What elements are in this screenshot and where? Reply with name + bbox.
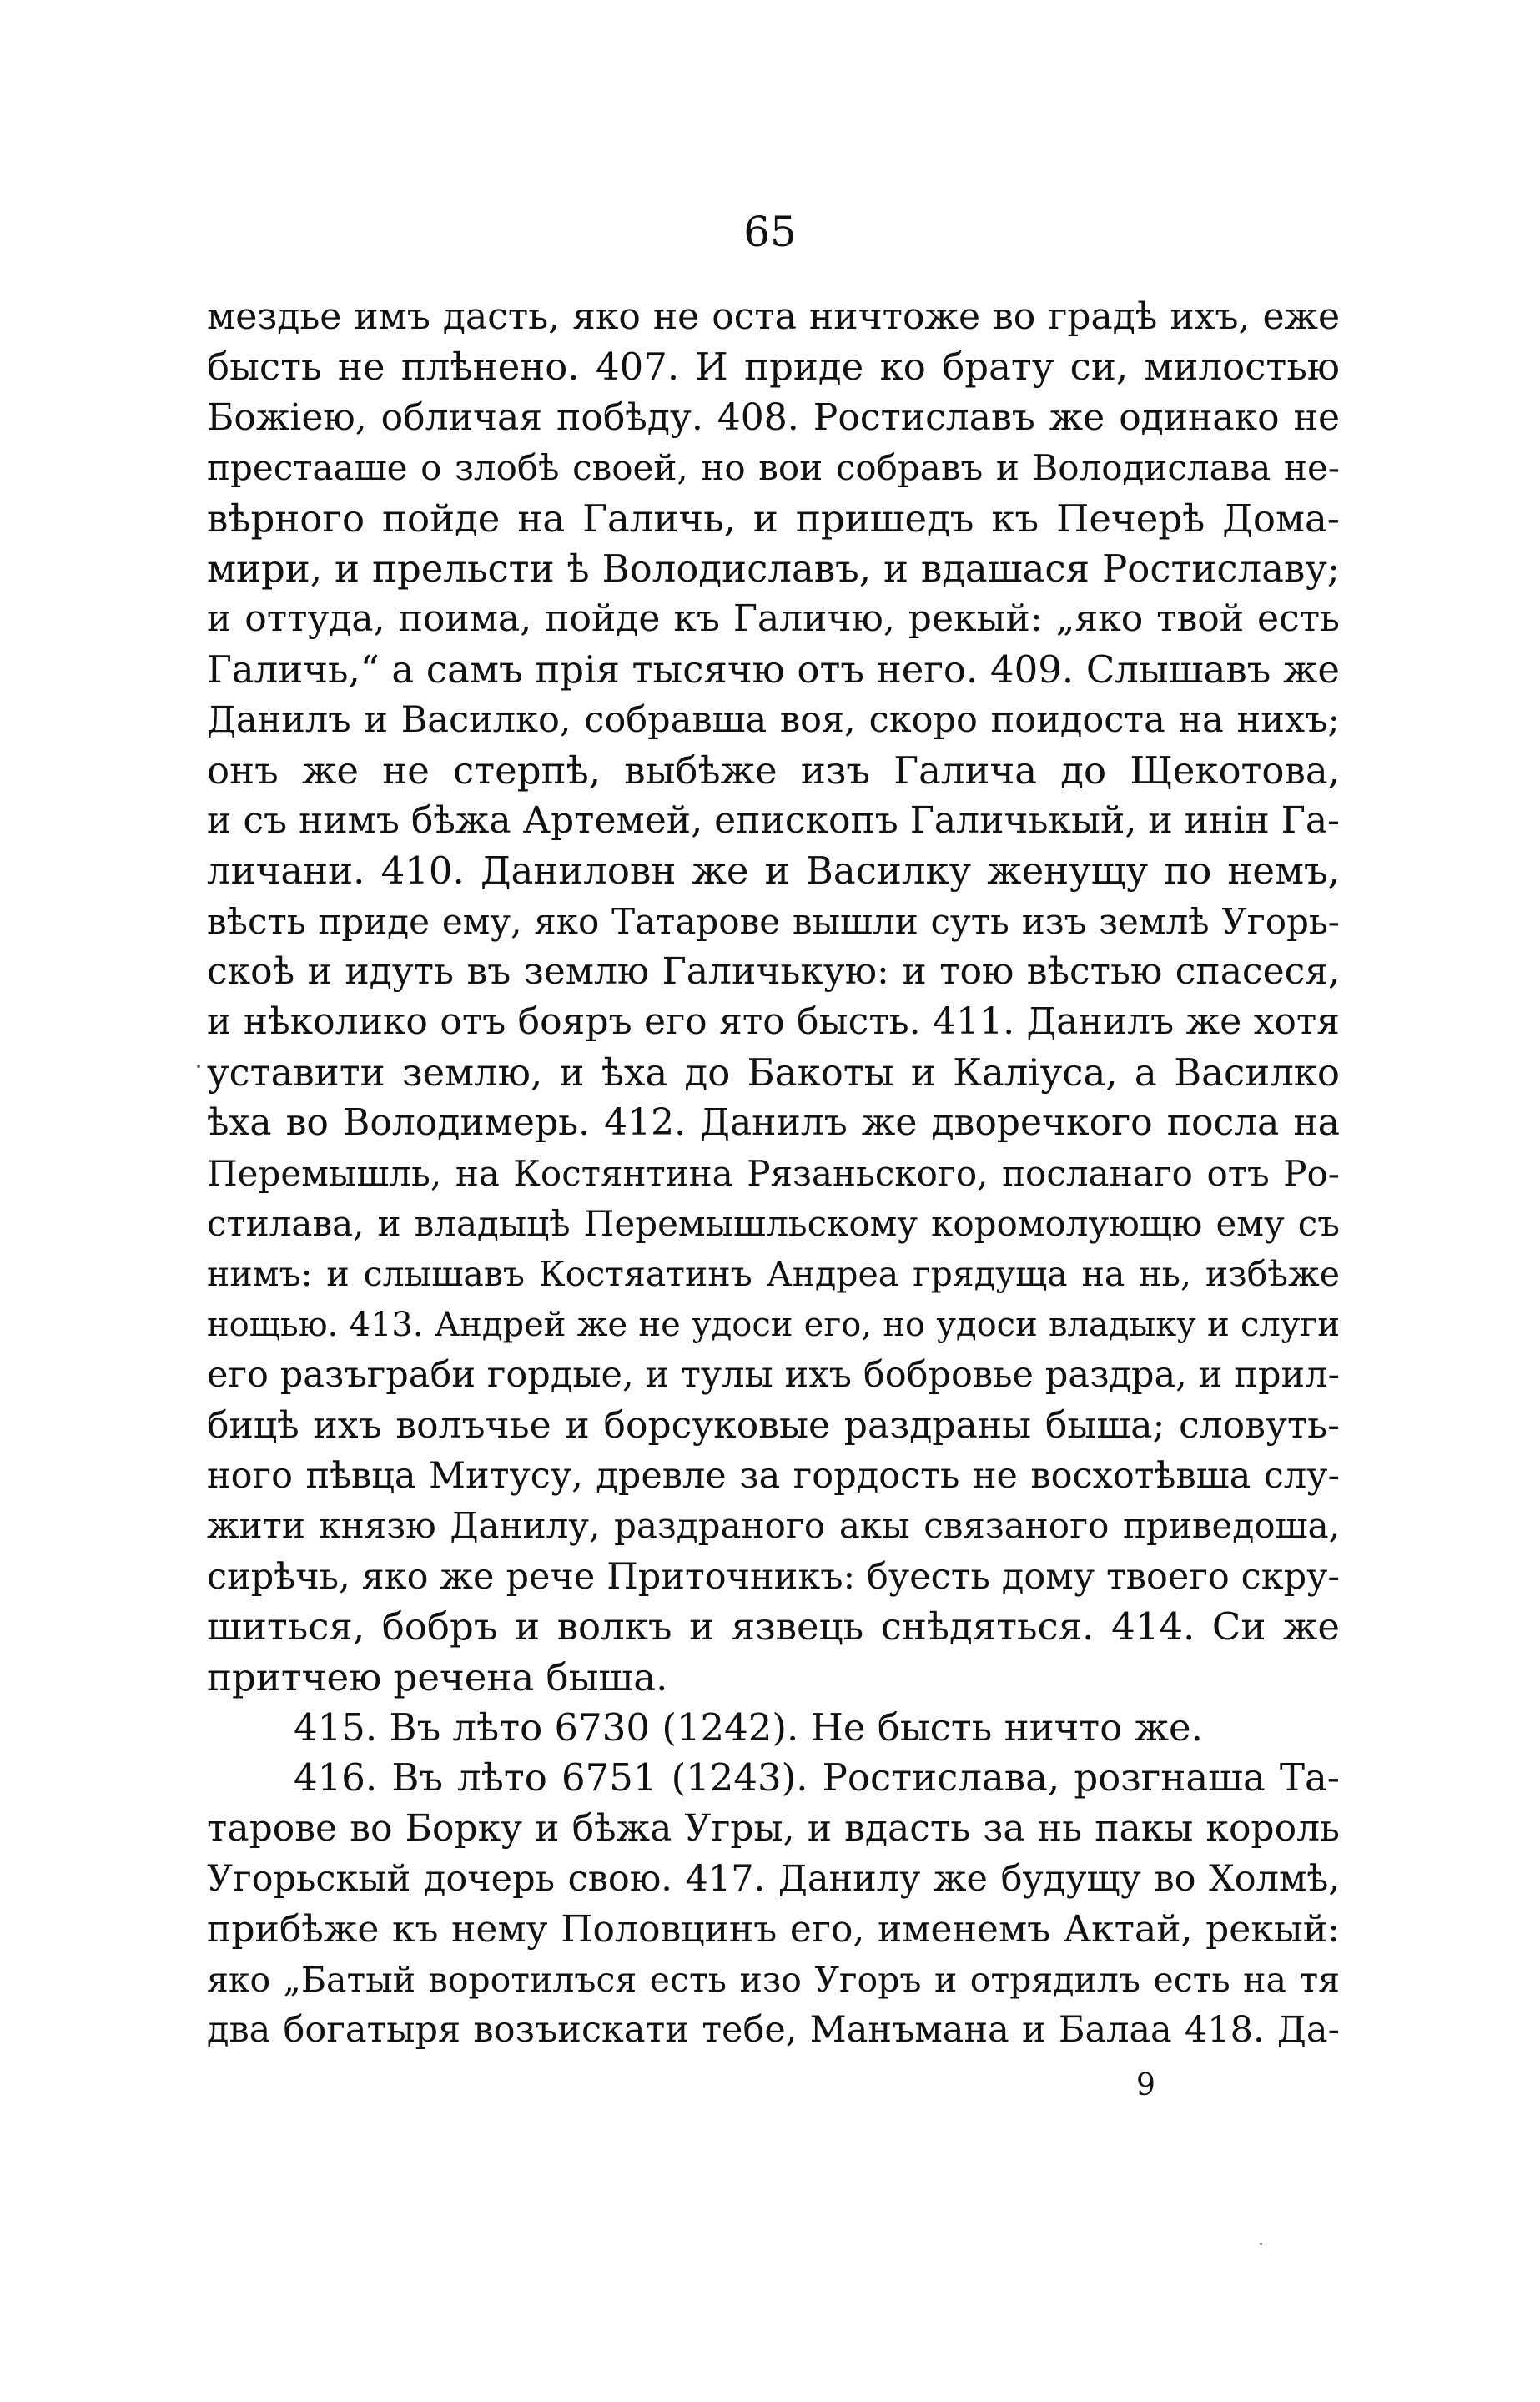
text-line: яко „Батый воротилъся есть изо Угоръ и отрядилъ есть на тя [207, 1959, 1340, 2000]
text-line: притчею речена быша. [207, 1654, 668, 1700]
text-line: Данилъ и Василко, собравша воя, скоро поидоста на нихъ; [207, 699, 1340, 742]
text-line: ного пѣвца Митусу, древле за гордость не восхотѣвша слу- [207, 1454, 1340, 1497]
text-line: два богатыря возъискати тебе, Манъмана и Балаа 418. Да- [207, 2009, 1340, 2052]
scan-speck [1260, 2243, 1262, 2245]
text-line: стилава, и владыцѣ Перемышльскому коромолующю ему съ [207, 1203, 1340, 1245]
text-line: и нѣколико отъ бояръ его ято бысть. 411. Данилъ же хотя [207, 1000, 1340, 1044]
text-line: тарове во Борку и бѣжа Угры, и вдасть за нь пакы король [207, 1806, 1340, 1850]
text-line: прибѣже къ нему Половцинъ его, именемъ Актай, рекый: [207, 1907, 1340, 1951]
text-line: вѣсть приде ему, яко Татарове вышли суть изъ землѣ Угорь- [207, 900, 1340, 942]
text-line: уставити землю, и ѣха до Бакоты и Каліуса, а Василко [207, 1050, 1340, 1095]
chronicle-text [207, 292, 1340, 2056]
text-line: сирѣчь, яко же рече Приточникъ: буесть дому твоего скру- [207, 1555, 1340, 1598]
text-line: бысть не плѣнено. 407. И приде ко брату си, милостью [207, 345, 1340, 390]
scan-speck [197, 1065, 200, 1068]
text-line: скоѣ и идуть въ землю Галичькую: и тою вѣстью спасеся, [207, 950, 1340, 994]
text-line: Угорьскый дочерь свою. 417. Данилу же будущу во Холмѣ, [207, 1858, 1340, 1901]
text-line: Галичь,“ а самъ прія тысячю отъ него. 409. Слышавъ же [207, 647, 1340, 692]
text-line: престааше о злобѣ своей, но вои собравъ и Володислава не- [207, 447, 1340, 489]
text-line: мири, и прельсти ѣ Володиславъ, и вдашася Ростиславу; [207, 546, 1340, 591]
text-line: и оттуда, поима, пойде къ Галичю, рекый: „яко твой есть [207, 597, 1340, 641]
text-line: Божіею, обличая побѣду. 408. Ростиславъ же одинако не [207, 395, 1340, 439]
text-line: шиться, бобръ и волкъ и язвець снѣдяться. 414. Си же [207, 1604, 1340, 1649]
page-number: 65 [743, 208, 797, 256]
text-line: ѣха во Володимерь. 412. Данилъ же дворечкого посла на [207, 1101, 1340, 1145]
entry-416-line: 416. Въ лѣто 6751 (1243). Ростислава, розгнаша Та- [294, 1755, 1340, 1800]
text-line: нимъ: и слышавъ Костяатинъ Андреа грядуща на нь, избѣже [207, 1254, 1340, 1295]
text-line: личани. 410. Даниловн же и Василку женущу по немъ, [207, 849, 1340, 894]
text-line: Перемышль, на Костянтина Рязаньского, посланаго отъ Ро- [207, 1152, 1340, 1194]
text-line: его разъграби гордые, и тулы ихъ бобровье раздра, и прил- [207, 1354, 1340, 1397]
entry-415-line: 415. Въ лѣто 6730 (1242). Не бысть ничто же. [294, 1705, 1203, 1750]
text-line: вѣрного пойде на Галичь, и пришедъ къ Печерѣ Дома- [207, 496, 1340, 541]
text-line: жити князю Данилу, раздраного акы связаного приведоша, [207, 1505, 1340, 1547]
text-line: бицѣ ихъ волъчье и борсуковые раздраны быша; словуть- [207, 1403, 1340, 1447]
text-line: нощью. 413. Андрей же не удоси его, но удоси владыку и слуги [207, 1305, 1340, 1344]
text-line: и съ нимъ бѣжа Артемей, епископъ Галичькый, и инін Га- [207, 798, 1340, 842]
text-line: мездье имъ дасть, яко не оста ничтоже во градѣ ихъ, еже [207, 295, 1340, 338]
signature-mark: 9 [1136, 2068, 1155, 2102]
text-line: онъ же не стерпѣ, выбѣже изъ Галича до Щекотова, [207, 748, 1340, 793]
